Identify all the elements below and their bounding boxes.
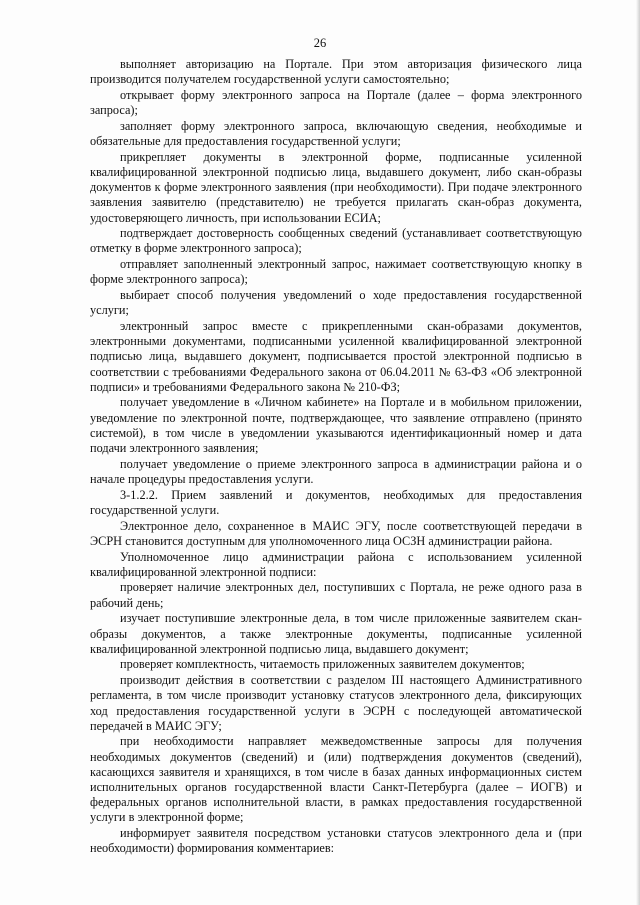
paragraph: производит действия в соответствии с разделом III настоящего Административного регламента, в том числе производит установку статусов электронного дела, фиксирующих ход предоставления государственной услуги в ЭСРН с последующей автоматической передачей в МАИС ЭГУ; <box>90 673 582 733</box>
paragraph: прикрепляет документы в электронной форме, подписанные усиленной квалифицированной электронной подписью лица, выдавшего документ, либо скан-образы документов к форме электронного заявления (при необходимости). При подаче электронного заявления заявителю (представителю) не требуется прилагать скан-образ документа, удостоверяющего личность, при использовании ЕСИА; <box>90 149 582 225</box>
paragraph: получает уведомление о приеме электронного запроса в администрации района и о начале процедуры предоставления услуги. <box>90 456 582 486</box>
paragraph: информирует заявителя посредством установки статусов электронного дела и (при необходимости) формирования комментариев: <box>90 826 582 856</box>
paragraph: изучает поступившие электронные дела, в том числе приложенные заявителем скан-образы документов, а также электронные документы, подписанные усиленной квалифицированной электронной подписью лица, выдавшего документ; <box>90 611 582 656</box>
paragraph: подтверждает достоверность сообщенных сведений (устанавливает соответствующую отметку в форме электронного запроса); <box>90 226 582 256</box>
paragraph: заполняет форму электронного запроса, включающую сведения, необходимые и обязательные для предоставления государственной услуги; <box>90 118 582 149</box>
section-heading: 3-1.2.2. Прием заявлений и документов, необходимых для предоставления государственной услуги. <box>90 487 582 517</box>
page-edge-shadow <box>636 0 640 905</box>
paragraph: получает уведомление в «Личном кабинете» на Портале и в мобильном приложении, уведомление по электронной почте, подтверждающее, что заявление отправлено (принято системой), в том числе в уведомлении указываются идентификационный номер и дата подачи электронного заявления; <box>90 395 582 456</box>
paragraph: электронный запрос вместе с прикрепленными скан-образами документов, электронными документами, подписанными усиленной квалифицированной электронной подписью лица, выдавшего документ, подписывается простой электронной подписью в соответствии с требованиями Федерального закона от 06.04.2011 № 63-ФЗ «Об электронной подписи» и требованиями Федерального закона № 210-ФЗ; <box>90 318 582 394</box>
paragraph: отправляет заполненный электронный запрос, нажимает соответствующую кнопку в форме электронного запроса); <box>90 257 582 287</box>
paragraph: выполняет авторизацию на Портале. При этом авторизация физического лица производится получателем государственной услуги самостоятельно; <box>90 57 582 87</box>
paragraph: проверяет комплектность, читаемость приложенных заявителем документов; <box>120 657 525 672</box>
page-number: 26 <box>313 36 327 50</box>
paragraph: при необходимости направляет межведомственные запросы для получения необходимых документов (сведений) и (или) подтверждения документов (сведений), касающихся заявителя и хранящихся, в том числе в базах данных информационных систем исполнительных органов государственной власти Санкт-Петербурга (далее – ИОГВ) и федеральных органов исполнительной власти, в рамках предоставления государственной услуги в электронной форме; <box>90 734 582 825</box>
paragraph: Электронное дело, сохраненное в МАИС ЭГУ, после соответствующей передачи в ЭСРН становится доступным для уполномоченного лица ОСЗН администрации района. <box>90 518 582 548</box>
document-body <box>90 57 582 857</box>
paragraph: проверяет наличие электронных дел, поступивших с Портала, не реже одного раза в рабочий день; <box>90 580 582 610</box>
paragraph: Уполномоченное лицо администрации района с использованием усиленной квалифицированной электронной подписи: <box>90 549 582 579</box>
paragraph: выбирает способ получения уведомлений о ходе предоставления государственной услуги; <box>90 288 582 318</box>
paragraph: открывает форму электронного запроса на Портале (далее – форма электронного запроса); <box>90 87 582 118</box>
